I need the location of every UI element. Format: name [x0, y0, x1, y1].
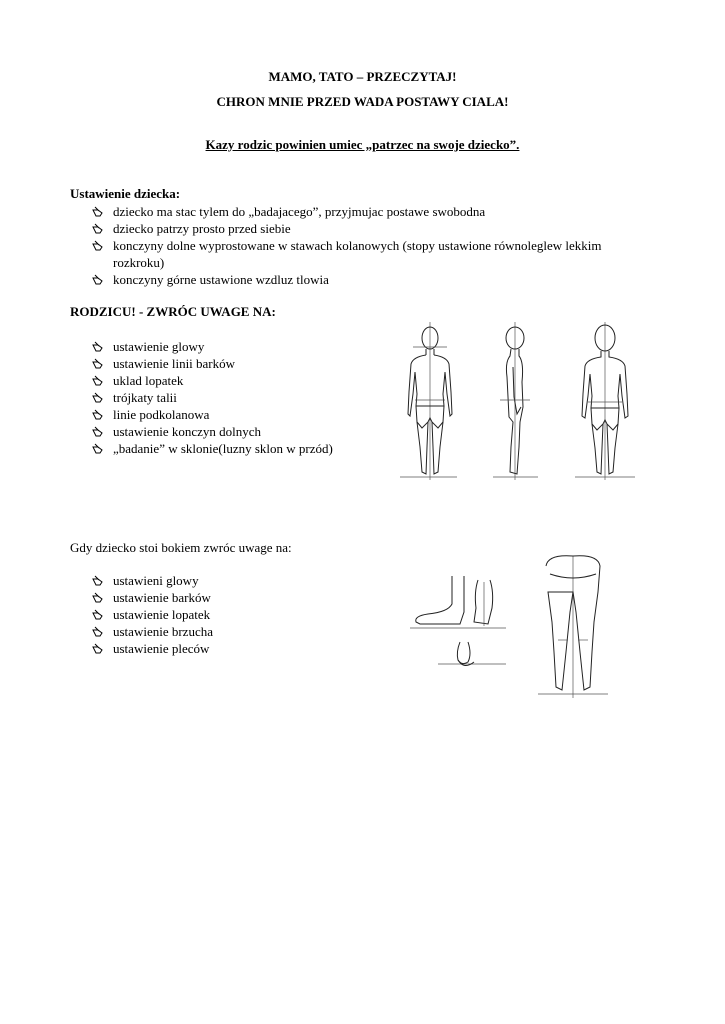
hand-pointer-icon [92, 392, 104, 403]
list-item-text: dziecko ma stac tylem do „badajacego”, przyjmujac postawe swobodna [113, 204, 486, 219]
hand-pointer-icon [92, 358, 104, 369]
list-item-text: ustawienie barków [113, 590, 211, 605]
back-view-figure [575, 322, 635, 480]
hand-pointer-icon [92, 341, 104, 352]
legs-back-view-figure [538, 556, 608, 698]
list-item-text: konczyny górne ustawione wzdluz tlowia [113, 272, 329, 287]
attention-list [92, 338, 392, 457]
list-item [92, 355, 392, 372]
list-item-text: dziecko patrzy prosto przed siebie [113, 221, 291, 236]
list-item [92, 440, 392, 457]
hand-pointer-icon [92, 409, 104, 420]
list-item [92, 220, 632, 237]
side-view-list [92, 572, 392, 657]
hand-pointer-icon [92, 274, 104, 285]
list-item [92, 423, 392, 440]
side-view-figure [493, 322, 538, 480]
list-item [92, 589, 392, 606]
hand-pointer-icon [92, 609, 104, 620]
list-item [92, 606, 392, 623]
list-item [92, 389, 392, 406]
hand-pointer-icon [92, 426, 104, 437]
list-item [92, 572, 392, 589]
list-item [92, 623, 392, 640]
front-view-figure [400, 322, 457, 480]
page-subtitle: Kazy rodzic powinien umiec „patrzec na swoje dziecko”. [205, 137, 520, 152]
list-item-text: ustawienie linii barków [113, 356, 236, 371]
hand-pointer-icon [92, 375, 104, 386]
list-item-text: uklad lopatek [113, 373, 184, 388]
hand-pointer-icon [92, 592, 104, 603]
foot-bottom-view-figure [438, 642, 506, 666]
list-item [92, 237, 632, 271]
list-item [92, 203, 632, 220]
list-item-text: linie podkolanowa [113, 407, 210, 422]
setup-list [92, 203, 632, 288]
list-item-text: „badanie” w sklonie(luzny sklon w przód) [113, 441, 333, 456]
list-item-text: ustawienie konczyn dolnych [113, 424, 262, 439]
hand-pointer-icon [92, 240, 104, 251]
attention-heading: RODZICU! - ZWRÓC UWAGE NA: [70, 304, 276, 319]
hand-pointer-icon [92, 443, 104, 454]
posture-figures-illustration [395, 322, 650, 482]
setup-heading: Ustawienie dziecka: [70, 186, 181, 201]
feet-and-legs-illustration [408, 552, 608, 700]
list-item [92, 271, 632, 288]
list-item [92, 338, 392, 355]
side-view-intro: Gdy dziecko stoi bokiem zwróc uwage na: [70, 540, 292, 555]
foot-side-view-figure [410, 576, 506, 628]
list-item [92, 640, 392, 657]
page-title-line-1: MAMO, TATO – PRZECZYTAJ! [268, 69, 457, 84]
page-title-line-2: CHRON MNIE PRZED WADA POSTAWY CIALA! [216, 94, 509, 109]
list-item-text: ustawienie pleców [113, 641, 210, 656]
list-item-text: ustawieni glowy [113, 573, 199, 588]
hand-pointer-icon [92, 626, 104, 637]
list-item [92, 372, 392, 389]
list-item [92, 406, 392, 423]
list-item-text: konczyny dolne wyprostowane w stawach kolanowych (stopy ustawione równoleglew lekkim rozkroku) [113, 238, 602, 270]
hand-pointer-icon [92, 643, 104, 654]
hand-pointer-icon [92, 206, 104, 217]
list-item-text: trójkaty talii [113, 390, 177, 405]
list-item-text: ustawienie glowy [113, 339, 205, 354]
list-item-text: ustawienie brzucha [113, 624, 213, 639]
hand-pointer-icon [92, 223, 104, 234]
list-item-text: ustawienie lopatek [113, 607, 211, 622]
hand-pointer-icon [92, 575, 104, 586]
